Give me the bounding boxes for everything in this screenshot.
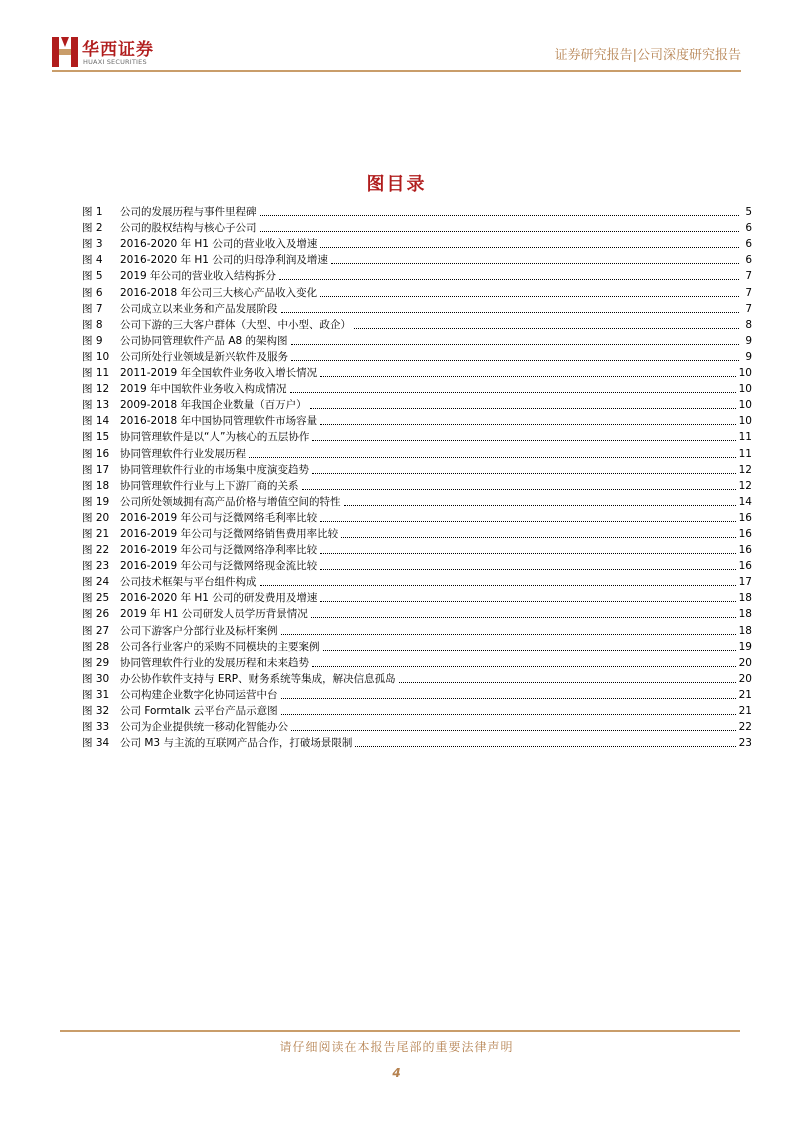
toc-entry-label: 图 4 (82, 254, 103, 267)
toc-dot-leader (260, 584, 736, 586)
brand-logo (52, 35, 162, 71)
toc-entry-label: 图 16 (82, 447, 110, 460)
toc-entry[interactable] (82, 364, 752, 380)
toc-entry-page[interactable]: 10 (738, 367, 752, 380)
toc-entry-title[interactable]: 公司协同管理软件产品 A8 的架构图 (120, 334, 288, 347)
toc-entry-title[interactable]: 公司下游客户分部行业及标杆案例 (120, 624, 278, 637)
toc-entry-title[interactable]: 2016-2019 年公司与泛微网络毛利率比较 (120, 511, 318, 524)
toc-entry-label: 图 5 (82, 270, 103, 283)
toc-entry-label: 图 17 (82, 463, 110, 476)
toc-entry-title[interactable]: 协同管理软件是以“人”为核心的五层协作 (120, 431, 310, 444)
toc-entry-title[interactable]: 公司技术框架与平台组件构成 (120, 576, 257, 589)
page-header (0, 0, 793, 80)
toc-dot-leader (320, 552, 736, 554)
toc-entry-page[interactable]: 23 (738, 737, 752, 750)
toc-entry-title[interactable]: 2016-2020 年 H1 公司的研发费用及增速 (120, 592, 318, 605)
toc-entry[interactable] (82, 396, 752, 412)
toc-entry-page[interactable]: 9 (745, 334, 752, 347)
toc-entry[interactable] (82, 493, 752, 509)
toc-entry-page[interactable]: 16 (738, 544, 752, 557)
toc-entry-label: 图 32 (82, 705, 110, 717)
toc-dot-leader (291, 359, 739, 361)
toc-dot-leader (312, 439, 735, 441)
toc-entry-title[interactable]: 办公协作软件支持与 ERP、财务系统等集成，解决信息孤岛 (120, 672, 396, 685)
toc-entry-label: 图 18 (82, 479, 110, 492)
toc-dot-leader (341, 536, 736, 538)
toc-entry-page[interactable]: 9 (745, 350, 752, 363)
toc-entry-page[interactable]: 18 (738, 608, 752, 621)
huaxi-logo-icon (52, 35, 78, 69)
toc-entry-title[interactable]: 2016-2019 年公司与泛微网络现金流比较 (120, 560, 318, 573)
toc-entry[interactable] (82, 605, 752, 621)
toc-entry[interactable] (82, 235, 752, 251)
toc-entry-label: 图 33 (82, 721, 110, 734)
toc-entry-page[interactable]: 10 (738, 415, 752, 428)
toc-dot-leader (399, 681, 736, 683)
toc-entry-label: 图 6 (82, 286, 103, 299)
toc-entry[interactable] (82, 734, 752, 750)
toc-entry-page[interactable]: 22 (738, 721, 752, 734)
toc-entry-label: 图 30 (82, 672, 110, 685)
toc-entry-title[interactable]: 2016-2018 年中国协同管理软件市场容量 (120, 415, 318, 428)
figure-toc-list (82, 203, 752, 750)
toc-dot-leader (291, 343, 739, 345)
toc-entry-page[interactable]: 12 (738, 463, 752, 476)
toc-entry[interactable] (82, 267, 752, 283)
toc-entry-page[interactable]: 7 (745, 302, 752, 315)
toc-entry[interactable] (82, 638, 752, 654)
toc-entry-label: 图 20 (82, 511, 110, 524)
header-divider (52, 70, 741, 72)
toc-entry[interactable] (82, 428, 752, 444)
toc-entry-title[interactable]: 公司构建企业数字化协同运营中台 (120, 688, 278, 701)
toc-entry[interactable] (82, 654, 752, 670)
toc-entry[interactable] (82, 283, 752, 299)
toc-dot-leader (290, 391, 736, 393)
toc-entry-page[interactable]: 19 (738, 640, 752, 653)
toc-dot-leader (320, 568, 736, 570)
toc-entry[interactable] (82, 686, 752, 702)
toc-dot-leader (281, 633, 736, 635)
toc-dot-leader (320, 520, 736, 522)
toc-entry-label: 图 15 (82, 431, 110, 444)
toc-entry-title[interactable]: 公司下游的三大客户群体（大型、中小型、政企） (120, 318, 351, 331)
toc-entry-label: 图 21 (82, 527, 110, 540)
toc-dot-leader (279, 278, 739, 280)
toc-entry-label: 图 3 (82, 238, 103, 251)
toc-dot-leader (331, 262, 739, 264)
toc-dot-leader (320, 423, 736, 425)
toc-entry-title[interactable]: 公司为企业提供统一移动化智能办公 (120, 721, 288, 734)
toc-entry-title[interactable]: 公司所处行业领域是新兴软件及服务 (120, 350, 288, 363)
toc-entry-page[interactable]: 6 (745, 254, 752, 267)
toc-entry-title[interactable]: 2016-2020 年 H1 公司的归母净利润及增速 (120, 254, 328, 267)
toc-entry-title[interactable]: 公司各行业客户的采购不同模块的主要案例 (120, 640, 320, 653)
toc-entry-label: 图 31 (82, 688, 110, 701)
toc-dot-leader (249, 456, 736, 458)
toc-entry-title[interactable]: 公司的发展历程与事件里程碑 (120, 206, 257, 219)
toc-dot-leader (281, 713, 736, 715)
toc-entry-label: 图 29 (82, 656, 110, 669)
toc-entry[interactable] (82, 509, 752, 525)
toc-entry-page[interactable]: 11 (738, 431, 752, 444)
toc-entry-page[interactable]: 14 (738, 495, 752, 508)
toc-entry-title[interactable]: 公司成立以来业务和产品发展阶段 (120, 302, 278, 315)
toc-entry[interactable] (82, 412, 752, 428)
toc-entry-label: 图 25 (82, 592, 110, 605)
toc-entry-page[interactable]: 18 (738, 624, 752, 637)
toc-entry-label: 图 34 (82, 737, 110, 750)
toc-entry-title[interactable]: 2009-2018 年我国企业数量（百万户） (120, 399, 307, 412)
toc-entry-page[interactable]: 7 (745, 286, 752, 299)
toc-entry-page[interactable]: 16 (738, 560, 752, 573)
toc-entry-title[interactable]: 协同管理软件行业发展历程 (120, 447, 246, 460)
toc-entry-label: 图 11 (82, 367, 110, 380)
toc-entry-page[interactable]: 20 (738, 672, 752, 685)
toc-entry-label: 图 12 (82, 383, 110, 396)
toc-entry[interactable] (82, 461, 752, 477)
toc-entry-title[interactable]: 2019 年中国软件业务收入构成情况 (120, 383, 287, 396)
report-type: 证券研究报告|公司深度研究报告 (554, 48, 741, 63)
toc-entry-page[interactable]: 7 (745, 270, 752, 283)
toc-entry[interactable] (82, 251, 752, 267)
toc-entry-title[interactable]: 2016-2019 年公司与泛微网络净利率比较 (120, 544, 318, 557)
toc-dot-leader (320, 600, 735, 602)
toc-entry-title[interactable]: 2011-2019 年全国软件业务收入增长情况 (120, 367, 318, 380)
toc-entry[interactable] (82, 541, 752, 557)
toc-entry-page[interactable]: 11 (738, 447, 752, 460)
toc-entry-page[interactable]: 16 (738, 527, 752, 540)
toc-entry[interactable] (82, 557, 752, 573)
toc-entry-label: 图 22 (82, 544, 110, 557)
toc-dot-leader (281, 697, 736, 699)
toc-entry[interactable] (82, 348, 752, 364)
toc-entry[interactable] (82, 477, 752, 493)
toc-entry-title[interactable]: 2016-2019 年公司与泛微网络销售费用率比较 (120, 527, 339, 540)
toc-entry-page[interactable]: 10 (738, 383, 752, 396)
toc-entry-title[interactable]: 2016-2020 年 H1 公司的营业收入及增速 (120, 238, 318, 251)
toc-dot-leader (291, 729, 736, 731)
toc-entry-label: 图 28 (82, 640, 110, 653)
toc-entry-page[interactable]: 6 (745, 238, 752, 251)
toc-dot-leader (354, 327, 739, 329)
toc-entry-label: 图 23 (82, 560, 110, 573)
toc-entry-label: 图 26 (82, 608, 110, 621)
toc-entry-page[interactable]: 5 (745, 206, 752, 219)
toc-entry[interactable] (82, 203, 752, 219)
toc-entry-label: 图 7 (82, 302, 103, 315)
toc-dot-leader (260, 214, 740, 216)
toc-entry-label: 图 9 (82, 334, 103, 347)
toc-entry-page[interactable]: 16 (738, 511, 752, 524)
toc-entry[interactable] (82, 718, 752, 734)
toc-title: 图目录 (366, 174, 427, 195)
toc-entry-label: 图 1 (82, 206, 103, 219)
toc-entry[interactable] (82, 444, 752, 460)
toc-dot-leader (320, 375, 736, 377)
toc-entry-label: 图 13 (82, 399, 110, 412)
footer-divider (60, 1030, 740, 1032)
toc-entry-title[interactable]: 公司所处领域拥有高产品价格与增值空间的特性 (120, 495, 341, 508)
toc-entry-page[interactable]: 21 (738, 705, 752, 717)
page-number: 4 (392, 1066, 401, 1080)
brand-name-cn: 华西证券 (82, 40, 154, 60)
toc-entry-page[interactable]: 10 (738, 399, 752, 412)
toc-entry[interactable] (82, 621, 752, 637)
toc-entry-title[interactable]: 协同管理软件行业的市场集中度演变趋势 (120, 463, 309, 476)
toc-entry-label: 图 19 (82, 495, 110, 508)
toc-entry-title[interactable]: 公司 Formtalk 云平台产品示意图 (120, 705, 278, 717)
toc-dot-leader (260, 230, 740, 232)
toc-entry[interactable] (82, 670, 752, 686)
toc-dot-leader (302, 488, 736, 490)
toc-entry-title[interactable]: 2016-2018 年公司三大核心产品收入变化 (120, 286, 318, 299)
toc-entry[interactable] (82, 300, 752, 316)
toc-dot-leader (320, 295, 739, 297)
toc-entry[interactable] (82, 573, 752, 589)
toc-entry-label: 图 14 (82, 415, 110, 428)
toc-dot-leader (310, 407, 736, 409)
toc-entry-label: 图 8 (82, 318, 103, 331)
toc-entry[interactable] (82, 525, 752, 541)
toc-entry[interactable] (82, 589, 752, 605)
toc-dot-leader (344, 504, 736, 506)
toc-entry-page[interactable]: 8 (745, 318, 752, 331)
toc-entry[interactable] (82, 702, 752, 718)
toc-entry-label: 图 10 (82, 350, 110, 363)
toc-entry[interactable] (82, 219, 752, 235)
toc-dot-leader (355, 745, 735, 747)
toc-entry-page[interactable]: 17 (738, 576, 752, 589)
toc-entry-title[interactable]: 公司的股权结构与核心子公司 (120, 222, 257, 235)
toc-entry-label: 图 2 (82, 222, 103, 235)
toc-entry[interactable] (82, 316, 752, 332)
toc-entry-label: 图 24 (82, 576, 110, 589)
toc-entry-title[interactable]: 2019 年公司的营业收入结构拆分 (120, 270, 277, 283)
legal-disclaimer: 请仔细阅读在本报告尾部的重要法律声明 (279, 1040, 514, 1054)
toc-entry-page[interactable]: 18 (738, 592, 752, 605)
toc-dot-leader (320, 246, 739, 248)
brand-name-en: HUAXI SECURITIES (83, 58, 147, 66)
toc-dot-leader (312, 665, 736, 667)
toc-entry[interactable] (82, 380, 752, 396)
toc-entry-title[interactable]: 2019 年 H1 公司研发人员学历背景情况 (120, 608, 308, 621)
toc-dot-leader (281, 311, 740, 313)
toc-entry-page[interactable]: 20 (738, 656, 752, 669)
toc-entry-label: 图 27 (82, 624, 110, 637)
toc-entry-page[interactable]: 12 (738, 479, 752, 492)
toc-entry[interactable] (82, 332, 752, 348)
toc-entry-page[interactable]: 6 (745, 222, 752, 235)
toc-entry-title[interactable]: 协同管理软件行业的发展历程和未来趋势 (120, 656, 309, 669)
toc-dot-leader (311, 616, 736, 618)
toc-entry-page[interactable]: 21 (738, 688, 752, 701)
toc-dot-leader (323, 649, 736, 651)
toc-entry-title[interactable]: 协同管理软件行业与上下游厂商的关系 (120, 479, 299, 492)
toc-dot-leader (312, 472, 736, 474)
toc-entry-title[interactable]: 公司 M3 与主流的互联网产品合作，打破场景限制 (120, 737, 353, 750)
